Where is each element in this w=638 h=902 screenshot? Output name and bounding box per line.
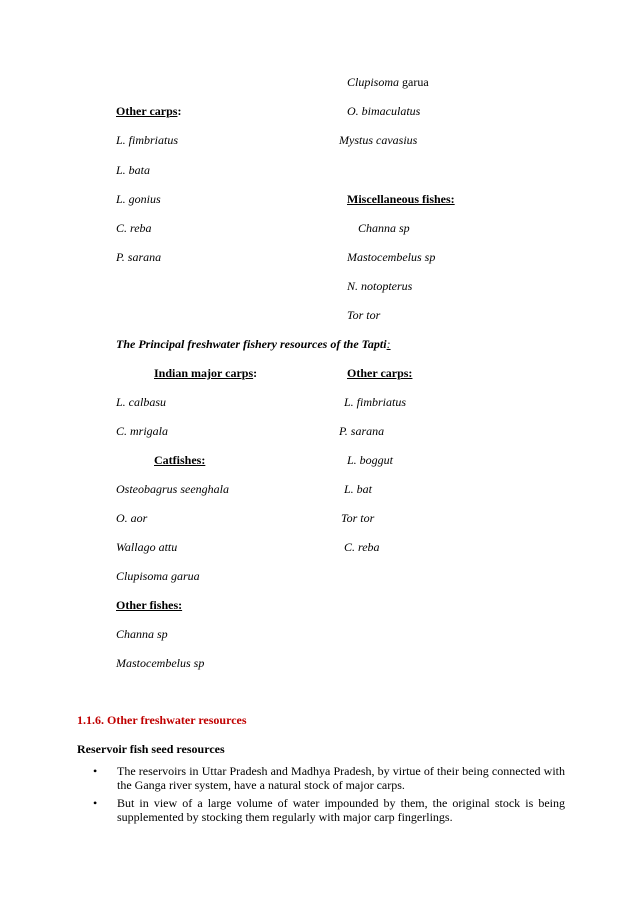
species-tapti-p-sarana: P. sarana: [339, 424, 385, 438]
species-mystus-cavasius: Mystus cavasius: [339, 133, 418, 147]
section-subtitle: Reservoir fish seed resources: [77, 742, 225, 756]
species-l-gonius: L. gonius: [116, 192, 161, 206]
section-title: 1.1.6. Other freshwater resources: [77, 713, 247, 727]
bullet-list: [93, 764, 565, 828]
species-c-mrigala: C. mrigala: [116, 424, 169, 438]
species-clupisoma-garua: [347, 75, 429, 89]
catfishes-heading: Catfishes:: [154, 453, 206, 467]
indian-major-carps-heading: [154, 366, 257, 380]
species-osteobagrus-seenghala: Osteobagrus seenghala: [116, 482, 229, 496]
tapti-heading-colon: :: [386, 337, 391, 351]
species-p-sarana: P. sarana: [116, 250, 162, 264]
species-tapti-mastocembelus-sp: Mastocembelus sp: [116, 656, 205, 670]
tapti-heading: [116, 337, 391, 351]
species-o-bimaculatus: O. bimaculatus: [347, 104, 421, 118]
species-l-bata: L. bata: [116, 163, 151, 177]
species-tapti-channa-sp: Channa sp: [116, 627, 168, 641]
other-fishes-heading: Other fishes:: [116, 598, 183, 612]
other-carps-heading: [116, 104, 181, 118]
bullet-text: But in view of a large volume of water impounded by them, the original stock is being supplemented by stocking them regularly with major carp fingerlings.: [117, 796, 565, 824]
species-tor-tor: Tor tor: [347, 308, 381, 322]
other-carps-label: Other carps: [116, 104, 178, 118]
bullet-item: [93, 764, 565, 792]
species-tapti-clupisoma-garua: Clupisoma garua: [116, 569, 200, 583]
species-channa-sp: Channa sp: [358, 221, 410, 235]
bullet-text: The reservoirs in Uttar Pradesh and Madhya Pradesh, by virtue of their being connected with the Ganga river system, have a natural stock of major carps.: [117, 764, 565, 792]
species-tapti-tor-tor: Tor tor: [341, 511, 375, 525]
species-l-bat: L. bat: [344, 482, 373, 496]
species-l-fimbriatus: L. fimbriatus: [116, 133, 179, 147]
bullet-icon: •: [93, 764, 98, 778]
species-n-notopterus: N. notopterus: [347, 279, 413, 293]
tapti-other-carps-heading: Other carps:: [347, 366, 413, 380]
species-o-aor: O. aor: [116, 511, 148, 525]
genus-clupisoma: Clupisoma: [347, 75, 400, 89]
species-garua: garua: [399, 75, 429, 89]
species-mastocembelus-sp: Mastocembelus sp: [347, 250, 436, 264]
species-tapti-c-reba: C. reba: [344, 540, 380, 554]
other-carps-colon: :: [177, 104, 182, 118]
indian-major-carps-colon: :: [253, 366, 258, 380]
tapti-heading-text: The Principal freshwater fishery resources of the Tapti: [116, 337, 387, 351]
miscellaneous-fishes-heading: Miscellaneous fishes:: [347, 192, 455, 206]
indian-major-carps-label: Indian major carps: [154, 366, 254, 380]
bullet-icon: •: [93, 796, 98, 810]
bullet-item: [93, 796, 565, 824]
species-l-calbasu: L. calbasu: [116, 395, 167, 409]
species-wallago-attu: Wallago attu: [116, 540, 178, 554]
species-c-reba: C. reba: [116, 221, 152, 235]
species-l-boggut: L. boggut: [347, 453, 394, 467]
species-tapti-l-fimbriatus: L. fimbriatus: [344, 395, 407, 409]
